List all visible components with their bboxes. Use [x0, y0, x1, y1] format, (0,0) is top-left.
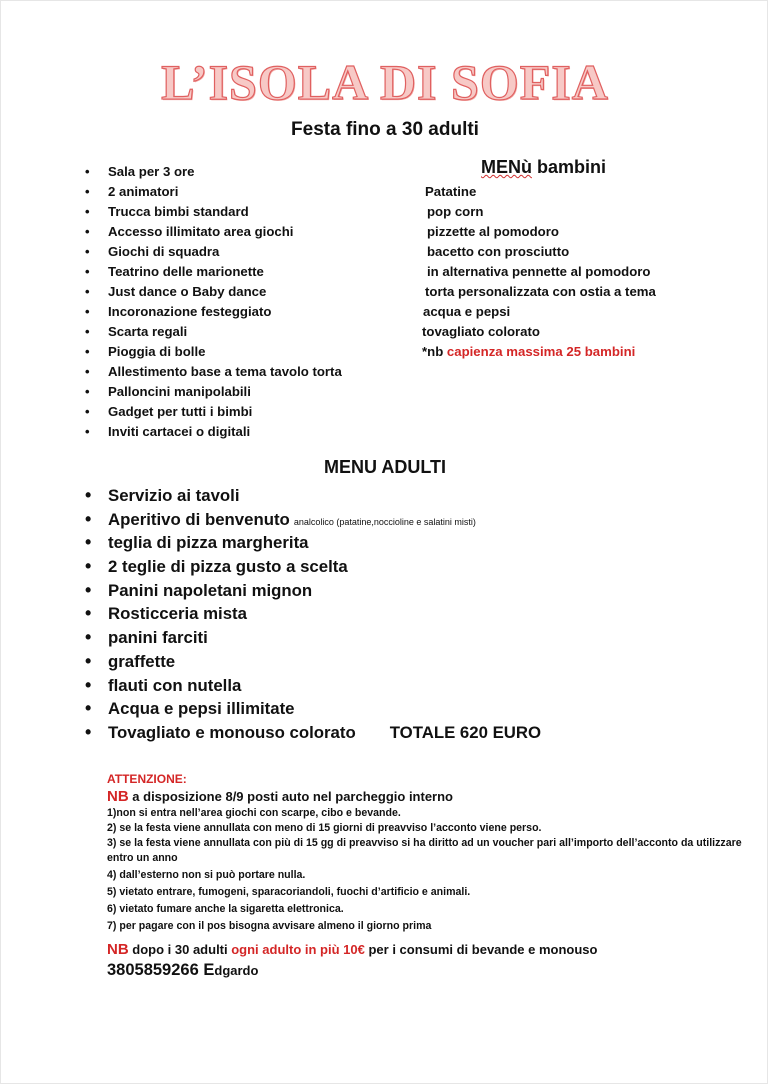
- attention-heading: ATTENZIONE:: [107, 772, 187, 786]
- list-item: acqua e pepsi: [423, 304, 511, 319]
- tovagliato-label: Tovagliato e monouso colorato: [108, 722, 356, 742]
- rule-item: 1)non si entra nell’area giochi con scarpe, cibo e bevande.: [107, 807, 401, 819]
- list-item: • Accesso illimitato area giochi: [85, 222, 342, 242]
- extra-adult-note: [107, 940, 747, 960]
- list-item: • Acqua e pepsi illimitate: [85, 697, 541, 721]
- list-item: tovagliato colorato: [422, 324, 540, 339]
- extra-adult-text-b: per i consumi di bevande e monouso: [364, 942, 598, 957]
- list-item: • Just dance o Baby dance: [85, 282, 342, 302]
- rule-item: 2) se la festa viene annullata con meno di 15 giorni di preavviso l’acconto viene perso.: [107, 822, 542, 834]
- menu-bambini-title-word: MENù: [481, 157, 532, 177]
- kids-services-list: [85, 162, 342, 442]
- extra-adult-price: ogni adulto in più 10€: [231, 942, 365, 957]
- list-item: • panini farciti: [85, 626, 541, 650]
- list-item: • 2 teglie di pizza gusto a scelta: [85, 555, 541, 579]
- list-item: • Teatrino delle marionette: [85, 262, 342, 282]
- menu-bambini-title: [481, 157, 606, 178]
- aperitivo-note: analcolico (patatine,noccioline e salatini misti): [293, 516, 476, 527]
- list-item: [85, 721, 541, 745]
- list-item: pizzette al pomodoro: [427, 224, 559, 239]
- party-subtitle: Festa fino a 30 adulti: [291, 119, 479, 140]
- total-price: TOTALE 620 EURO: [389, 722, 542, 742]
- rule-item: 5) vietato entrare, fumogeni, sparacoriandoli, fuochi d’artificio e animali.: [107, 886, 471, 898]
- phone-number: 3805859266: [107, 961, 199, 979]
- list-item: • Giochi di squadra: [85, 242, 342, 262]
- extra-adult-text-a: dopo i 30 adulti: [128, 942, 232, 957]
- parking-text: a disposizione 8/9 posti auto nel parcheggio interno: [128, 789, 453, 804]
- list-item: • Allestimento base a tema tavolo torta: [85, 362, 342, 382]
- aperitivo-label: Aperitivo di benvenuto: [108, 509, 290, 529]
- list-item: • flauti con nutella: [85, 674, 541, 698]
- contact-initial: E: [203, 961, 215, 979]
- list-item: • Servizio ai tavoli: [85, 484, 541, 508]
- list-item: in alternativa pennette al pomodoro: [427, 264, 651, 279]
- list-item: Patatine: [425, 184, 477, 199]
- list-item: • Palloncini manipolabili: [85, 382, 342, 402]
- list-item: pop corn: [427, 204, 484, 219]
- contact-line: [107, 961, 747, 980]
- list-item: • Scarta regali: [85, 322, 342, 342]
- rule-item: 4) dall’esterno non si può portare nulla.: [107, 869, 306, 881]
- list-item: • Pioggia di bolle: [85, 342, 342, 362]
- list-item: [85, 508, 541, 532]
- brand-title: L’ISOLA DI SOFIA: [161, 54, 609, 110]
- list-item: • teglia di pizza margherita: [85, 531, 541, 555]
- parking-note: [107, 788, 747, 806]
- rule-item: 6) vietato fumare anche la sigaretta elettronica.: [107, 903, 344, 915]
- nb-label: NB: [107, 941, 129, 958]
- list-item: • Incoronazione festeggiato: [85, 302, 342, 322]
- list-item: • Gadget per tutti i bimbi: [85, 402, 342, 422]
- list-item: • Inviti cartacei o digitali: [85, 422, 342, 442]
- menu-adulti-list: [85, 484, 541, 745]
- list-item: bacetto con prosciutto: [427, 244, 570, 259]
- rule-item: 7) per pagare con il pos bisogna avvisare almeno il giorno prima: [107, 920, 432, 932]
- menu-adulti-title: MENU ADULTI: [324, 457, 446, 477]
- notes-section: [107, 771, 747, 980]
- list-item: • 2 animatori: [85, 182, 342, 202]
- rule-item: 3) se la festa viene annullata con più di 15 gg di preavviso si ha diritto ad un voucher pari all’importo dell’acconto da utilizzare entro un anno: [107, 837, 742, 864]
- capacity-note: [422, 342, 635, 362]
- list-item: • Sala per 3 ore: [85, 162, 342, 182]
- nb-label: NB: [107, 788, 129, 805]
- list-item: torta personalizzata con ostia a tema: [425, 284, 656, 299]
- list-item: • Trucca bimbi standard: [85, 202, 342, 222]
- list-item: • Panini napoletani mignon: [85, 579, 541, 603]
- menu-bambini-title-rest: bambini: [532, 157, 607, 177]
- list-item: • graffette: [85, 650, 541, 674]
- capacity-text: capienza massima 25 bambini: [443, 344, 636, 359]
- list-item: • Rosticceria mista: [85, 602, 541, 626]
- contact-name-rest: dgardo: [214, 963, 259, 978]
- nb-prefix: *nb: [422, 344, 444, 359]
